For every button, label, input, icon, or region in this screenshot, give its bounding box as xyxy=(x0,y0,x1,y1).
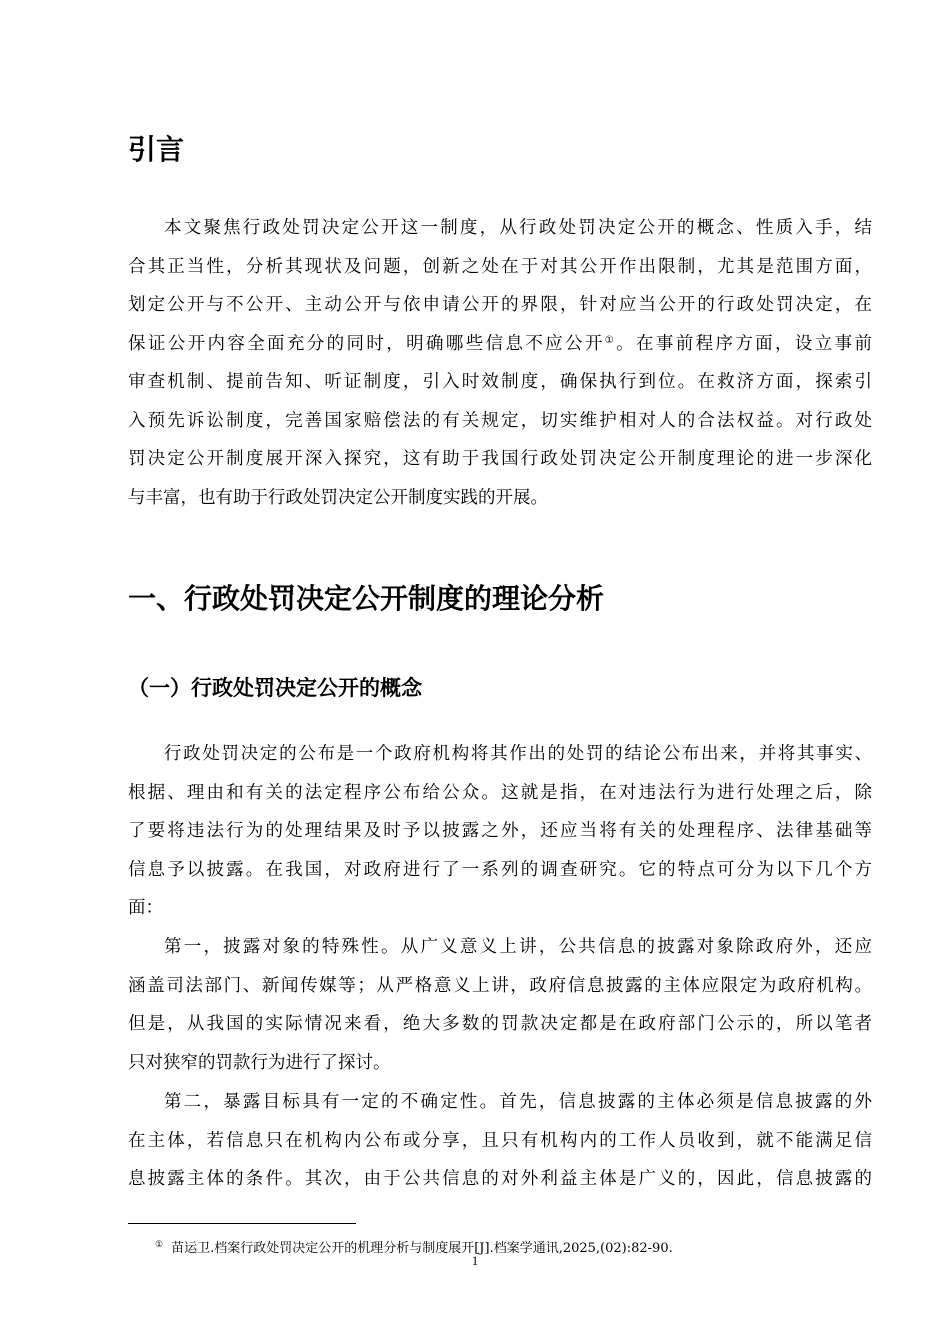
intro-paragraph xyxy=(128,209,872,517)
footnote-separator xyxy=(128,1223,356,1224)
text-line: 了要将违法行为的处理结果及时予以披露之外，还应当将有关的处理程序、法律基础等 xyxy=(128,821,872,841)
text-line: 划定公开与不公开、主动公开与依申请公开的界限，针对应当公开的行政处罚决定，在 xyxy=(128,295,872,315)
text-line: 入预先诉讼制度，完善国家赔偿法的有关规定，切实维护相对人的合法权益。对行政处 xyxy=(128,410,872,431)
footnote-mark: ① xyxy=(155,1240,164,1250)
text-line: 本文聚焦行政处罚决定公开这一制度，从行政处罚决定公开的概念、性质入手，结 xyxy=(164,218,872,238)
text-line: 但是，从我国的实际情况来看，绝大多数的罚款决定都是在政府部门公示的，所以笔者 xyxy=(128,1014,872,1034)
text-line: 息披露主体的条件。其次，由于公共信息的对外利益主体是广义的，因此，信息披露的 xyxy=(128,1169,872,1189)
heading-introduction: 引言 xyxy=(128,133,185,166)
text-segment: 保证公开内容全面充分的同时，明确哪些信息不应公开 xyxy=(128,333,605,354)
text-line: 第一，披露对象的特殊性。从广义意义上讲，公共信息的披露对象除政府外，还应 xyxy=(164,937,872,957)
text-line: 只对狭窄的罚款行为进行了探讨。 xyxy=(128,1052,391,1073)
text-line: 根据、理由和有关的法定程序公布给公众。这就是指，在对违法行为进行处理之后，除 xyxy=(128,782,872,803)
first-point-paragraph xyxy=(128,928,872,1082)
second-point-paragraph xyxy=(128,1083,872,1199)
page-number: 1 xyxy=(471,1253,479,1268)
text-line xyxy=(128,325,872,364)
text-line: 与丰富，也有助于行政处罚决定公开制度实践的开展。 xyxy=(128,487,548,508)
text-line: 审查机制、提前告知、听证制度，引入时效制度，确保执行到位。在救济方面，探索引 xyxy=(128,372,872,392)
text-line: 面： xyxy=(128,898,163,918)
concept-paragraph xyxy=(128,735,872,928)
text-segment: 。在事前程序方面，设立事前 xyxy=(616,333,873,354)
footnote-text: 苗运卫.档案行政处罚决定公开的机理分析与制度展开[J].档案学通讯,2025,(02):82-90. xyxy=(171,1241,673,1256)
text-line: 合其正当性，分析其现状及问题，创新之处在于对其公开作出限制，尤其是范围方面， xyxy=(128,256,872,277)
text-line: 涵盖司法部门、新闻传媒等；从严格意义上讲，政府信息披露的主体应限定为政府机构。 xyxy=(128,975,872,996)
text-line: 第二，暴露目标具有一定的不确定性。首先，信息披露的主体必须是信息披露的外 xyxy=(164,1092,872,1112)
text-line: 信息予以披露。在我国，对政府进行了一系列的调查研究。它的特点可分为以下几个方 xyxy=(128,859,872,880)
heading-chapter-1: 一、行政处罚决定公开制度的理论分析 xyxy=(128,582,605,615)
heading-section-1: （一）行政处罚决定公开的概念 xyxy=(128,676,422,700)
text-line: 在主体，若信息只在机构内公布或分享，且只有机构内的工作人员收到，就不能满足信 xyxy=(128,1130,872,1151)
text-line: 行政处罚决定的公布是一个政府机构将其作出的处罚的结论公布出来，并将其事实、 xyxy=(164,744,872,764)
footnote-reference[interactable]: ① xyxy=(604,334,617,346)
text-line: 罚决定公开制度展开深入探究，这有助于我国行政处罚决定公开制度理论的进一步深化 xyxy=(128,449,872,469)
